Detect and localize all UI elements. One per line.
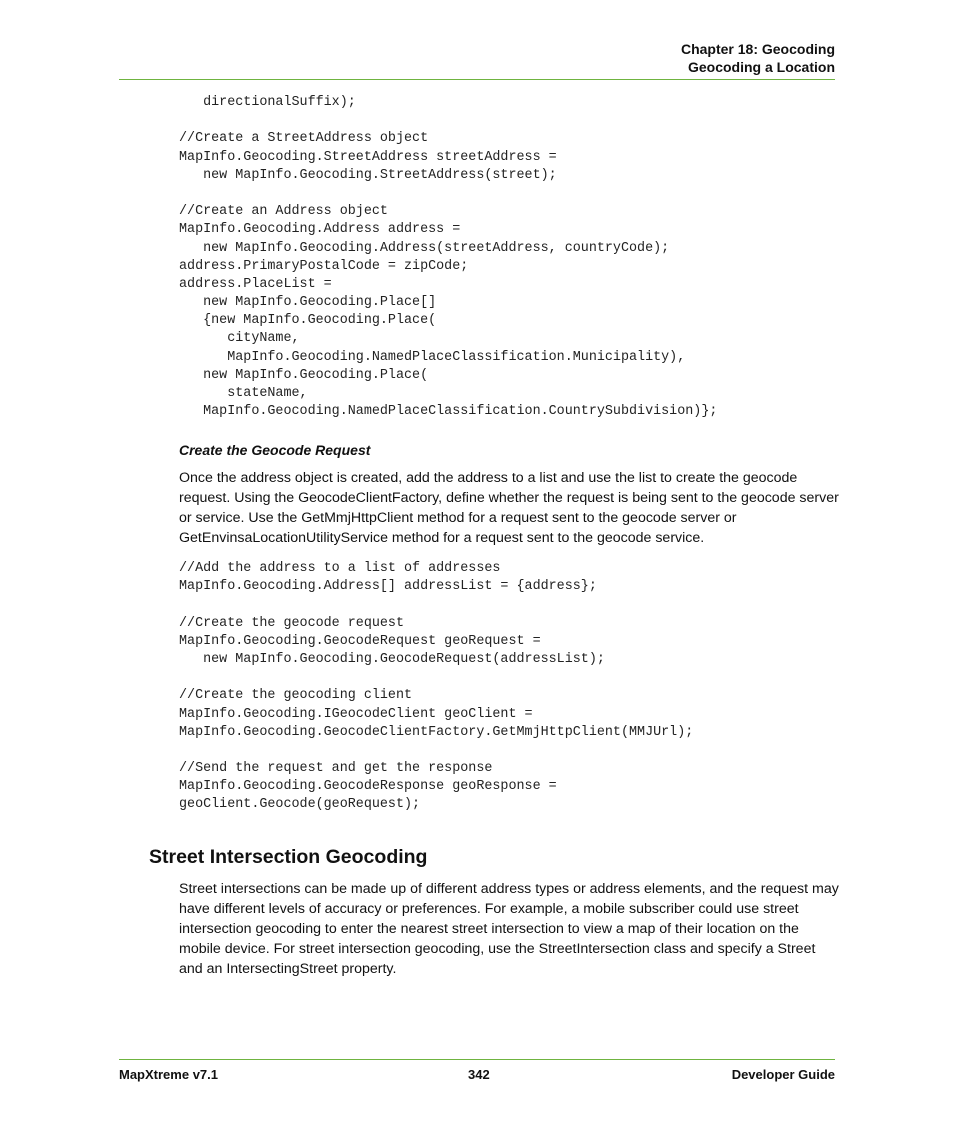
subheading-geocode-request: Create the Geocode Request [179,442,371,458]
code-line: cityName, [179,331,300,347]
code-line: new MapInfo.Geocoding.Place( [179,367,429,383]
code-line [179,742,693,760]
code-line [179,185,717,203]
code-line [179,596,693,614]
code-line: MapInfo.Geocoding.GeocodeClientFactory.GetMmjHttpClient(MMJUrl); [179,724,694,740]
code-line: new MapInfo.Geocoding.GeocodeRequest(addressList); [179,651,605,667]
code-line: directionalSuffix); [179,95,356,110]
code-line: new MapInfo.Geocoding.StreetAddress(street); [179,167,557,183]
code-line: MapInfo.Geocoding.Address[] addressList = {address}; [179,579,597,595]
code-line: MapInfo.Geocoding.NamedPlaceClassification.CountrySubdivision)}; [179,404,718,420]
code-line: MapInfo.Geocoding.Address address = [179,222,461,238]
code-line: //Create the geocoding client [179,688,413,704]
code-line [179,669,693,687]
section-heading-street-intersection: Street Intersection Geocoding [149,846,428,868]
paragraph-street-intersection: Street intersections can be made up of different address types or address elements, and the request may have different levels of accuracy or preferences. For example, a mobile subscriber could use street intersection geocoding to enter the nearest street intersection to view a map of their location on the mobile device. For street intersection geocoding, use the StreetIntersection class and specify a Street and an IntersectingStreet property. [179,881,839,977]
code-line: //Add the address to a list of addresses [179,561,501,576]
footer-page-number: 342 [468,1067,490,1082]
code-line: address.PlaceList = [179,276,332,292]
code-line: //Create an Address object [179,204,388,220]
footer-divider [119,1059,835,1060]
code-line: MapInfo.Geocoding.IGeocodeClient geoClient = [179,706,533,722]
paragraph-geocode-request: Once the address object is created, add the address to a list and use the list to create the geocode request. Using the GeocodeClientFactory, define whether the request is being sent to the geocode server or service. Use the GetMmjHttpClient method for a request sent to the geocode server or GetEnvinsaLocationUtilityService method for a request sent to the geocode service. [179,470,839,546]
code-line: address.PrimaryPostalCode = zipCode; [179,258,469,274]
code-line: MapInfo.Geocoding.GeocodeResponse geoResponse = [179,779,557,795]
section-title-header: Geocoding a Location [687,59,835,75]
code-line: MapInfo.Geocoding.NamedPlaceClassification.Municipality), [179,349,686,365]
footer-guide: Developer Guide [731,1067,835,1082]
code-line: stateName, [179,386,308,401]
chapter-title: Chapter 18: Geocoding [680,41,835,57]
code-line: new MapInfo.Geocoding.Place[] [179,295,437,311]
code-block-address [179,94,717,421]
code-line: //Create a StreetAddress object [179,131,429,147]
code-line: //Create the geocode request [179,615,404,631]
code-line: geoClient.Geocode(geoRequest); [179,797,421,813]
code-line: MapInfo.Geocoding.GeocodeRequest geoRequest = [179,633,541,649]
code-line [179,112,717,130]
running-header [681,40,835,76]
code-line: {new MapInfo.Geocoding.Place( [179,313,437,329]
code-block-request [179,560,693,815]
code-line: //Send the request and get the response [179,761,493,777]
code-line: new MapInfo.Geocoding.Address(streetAddress, countryCode); [179,240,670,256]
header-divider [119,79,835,80]
footer-product: MapXtreme v7.1 [119,1067,218,1082]
code-line: MapInfo.Geocoding.StreetAddress streetAddress = [179,149,557,165]
